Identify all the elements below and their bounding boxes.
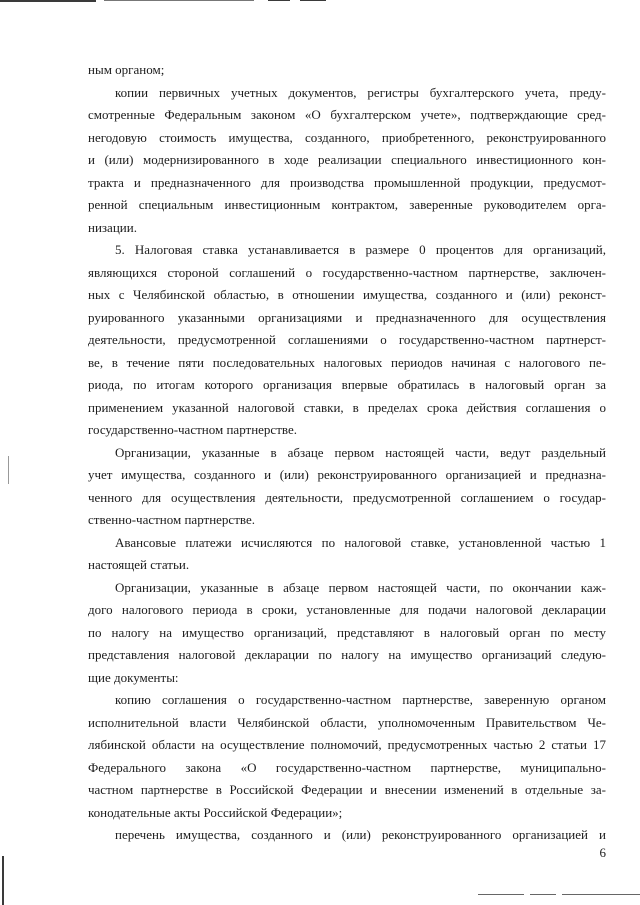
text-line: ченного для осуществления деятельности, предусмотренной соглашением о государ- (88, 489, 606, 505)
text-line: по налогу на имущество организаций, представляют в налоговый орган по месту (88, 624, 606, 640)
scan-artifact-bottom-edge (562, 894, 640, 895)
text-line: 5. Налоговая ставка устанавливается в размере 0 процентов для организаций, (115, 242, 606, 257)
text-line: частном партнерстве в Российской Федерации и внесении изменений в отдельные за- (88, 782, 606, 797)
text-line: смотренные Федеральным законом «О бухгалтерском учете», подтверждающие сред- (88, 107, 606, 122)
text-line: Федерального закона «О государственно-частном партнерстве, муниципально- (88, 759, 606, 775)
text-line: являющихся стороной соглашений о государственно-частном партнерстве, заключен- (88, 264, 606, 280)
paragraph (88, 824, 606, 847)
paragraph (88, 82, 606, 240)
text-line: государственно-частном партнерстве. (88, 422, 297, 437)
text-line: применением указанной налоговой ставки, в пределах срока действия соглашения о (88, 399, 606, 415)
text-line: и (или) модернизированного в ходе реализации специального инвестиционного кон- (88, 152, 606, 167)
paragraph (88, 577, 606, 690)
scan-artifact-left-mark (8, 456, 9, 484)
scan-artifact-bottom-left-edge (2, 856, 4, 905)
paragraph (88, 239, 606, 442)
text-line: щие документы: (88, 669, 179, 685)
paragraph (88, 689, 606, 824)
text-line: конодательные акты Российской Федерации»; (88, 804, 343, 820)
text-line: ным органом; (88, 62, 165, 77)
text-line: ве, в течение пяти последовательных налоговых периодов начиная с налогового пе- (88, 354, 606, 370)
text-line: Авансовые платежи исчисляются по налоговой ставке, установленной частью 1 (115, 534, 606, 550)
text-line: риода, по итогам которого организация впервые обратилась в налоговый орган за (88, 377, 606, 392)
text-line: Организации, указанные в абзаце первом настоящей части, по окончании каж- (115, 579, 606, 595)
text-line: Организации, указанные в абзаце первом настоящей части, ведут раздельный (115, 444, 606, 460)
text-line: копии первичных учетных документов, регистры бухгалтерского учета, преду- (115, 84, 606, 100)
text-line: исполнительной власти Челябинской области, уполномоченным Правительством Че- (88, 714, 606, 730)
scan-artifact-top-edge (300, 0, 326, 1)
text-line: дого налогового периода в сроки, установленные для подачи налоговой декларации (88, 602, 606, 617)
text-line: ственно-частном партнерстве. (88, 512, 255, 527)
text-line: деятельности, предусмотренной соглашениями о государственно-частном партнерст- (88, 332, 606, 347)
text-line: ных с Челябинской областью, в отношении имущества, созданного и (или) реконст- (88, 287, 606, 302)
text-line: руированного указанными организациями и предназначенного для осуществления (88, 309, 606, 325)
text-line: учет имущества, созданного и (или) реконструированного организацией и предназна- (88, 467, 606, 482)
scan-artifact-top-edge (0, 0, 96, 2)
scan-artifact-top-edge (268, 0, 290, 1)
text-line: настоящей статьи. (88, 557, 190, 572)
text-line: ренной специальным инвестиционным контрактом, заверенные руководителем орга- (88, 197, 606, 212)
text-line: негодовую стоимость имущества, созданного, приобретенного, реконструированного (88, 129, 606, 145)
scan-artifact-bottom-edge (530, 894, 556, 895)
paragraph (88, 442, 606, 532)
text-line: лябинской области на осуществление полномочий, предусмотренных частью 2 статьи 17 (88, 737, 606, 752)
document-body (88, 59, 606, 847)
text-line: низации. (88, 219, 137, 235)
paragraph (88, 532, 606, 577)
text-line: тракта и предназначенного для производства промышленной продукции, предусмот- (88, 174, 606, 190)
text-line: перечень имущества, созданного и (или) реконструированного организацией и (115, 827, 606, 842)
scan-artifact-top-edge (104, 0, 254, 1)
text-line: представления налоговой декларации по налогу на имущество организаций следую- (88, 647, 606, 662)
paragraph (88, 59, 606, 82)
page-number: 6 (599, 845, 606, 860)
text-line: копию соглашения о государственно-частном партнерстве, заверенную органом (115, 692, 606, 707)
scan-artifact-bottom-edge (478, 894, 524, 895)
